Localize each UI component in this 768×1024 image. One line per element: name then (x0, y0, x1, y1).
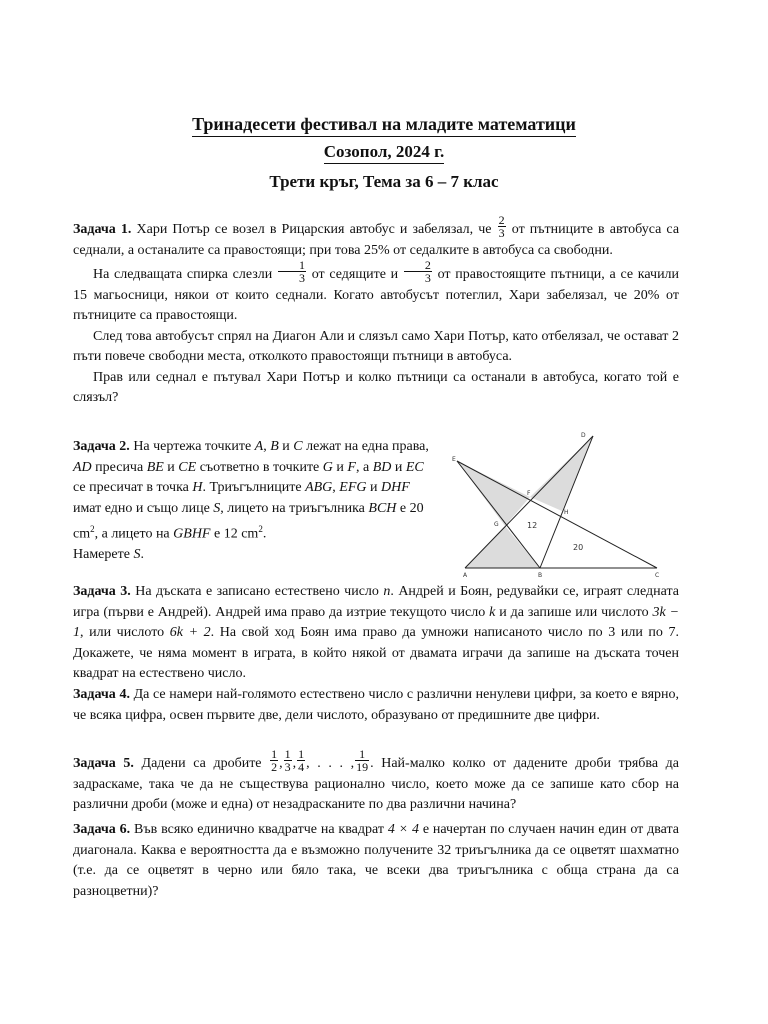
area-label-20: 20 (573, 543, 584, 552)
point-a-label: A (463, 572, 468, 578)
problem-6-text: Във всяко единично квадратче на квадрат (134, 822, 384, 837)
problem-2-text: съответно в точките (199, 459, 320, 475)
fraction-one-third (278, 259, 306, 284)
problem-1-para-2 (73, 258, 680, 327)
ellipsis: , . . . , (306, 756, 355, 771)
problem-3-text: На дъската е записано естествено число (135, 584, 379, 599)
math-var: EFG (339, 480, 367, 495)
problem-2-label: Задача 2. (73, 439, 130, 454)
fraction-numerator: 1 (355, 748, 369, 761)
problem-2-text: имат едно и също лице (73, 500, 210, 516)
problem-3-text: . Андрей и Боян, редувайки се, играят следната игра (първи е Андрей). Андрей има право да изтрие текущото число (73, 584, 680, 620)
triangle-dhf (530, 436, 593, 511)
fraction-denominator: 3 (498, 226, 505, 241)
math-var: GBHF (173, 526, 211, 542)
problem-2-text: е 12 cm (213, 526, 259, 542)
fraction-denominator: 3 (424, 271, 431, 286)
math-var: DHF (381, 480, 410, 495)
problem-1-para-4 (73, 368, 679, 409)
math-expr: 4 × 4 (387, 822, 419, 837)
math-var: BE (146, 459, 164, 475)
point-d-label: D (581, 432, 586, 439)
math-var: CE (178, 459, 197, 475)
problem-2-text: , лицето на триъгълника (220, 500, 365, 516)
problem-6 (73, 820, 679, 902)
fraction-1-2 (270, 748, 278, 773)
problem-5-text: Дадени са дробите (141, 756, 262, 771)
problem-1-para-3 (73, 327, 679, 368)
triangle-abg (465, 526, 540, 568)
page-subtitle (0, 142, 768, 164)
math-var: C (293, 439, 303, 454)
math-var: S (133, 547, 141, 563)
fraction-denominator: 3 (298, 271, 305, 286)
problem-1-text-b3: от правостоящите пътници, а се качили 15 магьосници, някои от които седнали. Когато автобусът потеглил, Хари забелязал, че 20% от пътниците са правостоящи. (73, 267, 680, 323)
point-h-label: H (564, 509, 569, 516)
math-var: BD (372, 459, 392, 475)
problem-4 (73, 685, 679, 726)
problem-3 (73, 582, 679, 685)
math-var: EC (405, 459, 424, 475)
problem-1 (73, 213, 680, 409)
title-text: Тринадесети фестивал на младите математици (192, 114, 576, 137)
problem-2-text: , а лицето на (94, 526, 170, 542)
math-expr: 6k + 2 (169, 625, 211, 640)
problem-1-text-c: След това автобусът спрял на Диагон Али и слязъл само Хари Потър, като отбелязал, че остават 2 пъти повече свободни места, отколкото правостоящи пътници в автобуса. (73, 328, 679, 364)
math-var: ABG (305, 480, 333, 495)
problem-5: Задача 5. Дадени са дробите $\frac{1}{2}$ , $\frac{1}{3}$ , $\frac{1}{4}$ , . . . , $\frac{1}{19}$ . Най-малко колко от дадените дроби трябва да задраскаме, така че да не съществува рационално число, което може да се запише като сбор на различни дроби (може и една) от незадрасканите по два различни начина? (73, 747, 680, 812)
superscript: 2 (258, 524, 263, 534)
problem-2-text: се пресичат в точка (73, 480, 189, 495)
fraction-numerator: 2 (404, 259, 432, 272)
conj: и (167, 459, 175, 475)
conj: и (282, 439, 290, 454)
problem-2-text: На чертежа точките (133, 439, 252, 454)
problem-1-label: Задача 1. (73, 222, 132, 237)
fraction-1-19 (355, 748, 369, 773)
fraction-numerator: 2 (498, 213, 505, 228)
math-expr: 3k − 1 (73, 604, 680, 640)
geometry-figure (443, 428, 671, 578)
fraction-denominator: 3 (284, 760, 291, 775)
problem-2-text: е 20 cm (73, 500, 424, 542)
fraction-numerator: 1 (284, 747, 291, 762)
problem-1-text-a1: Хари Потър се возел в Рицарския автобус и забелязал, че (136, 222, 492, 237)
math-var: AD (73, 459, 92, 475)
fraction-denominator: 4 (298, 760, 305, 775)
problem-3-text: , или числото (80, 625, 165, 640)
conj: и (336, 459, 344, 475)
round-text: Трети кръг, Тема за 6 – 7 клас (269, 172, 499, 191)
fraction-denominator: 2 (271, 760, 278, 775)
problem-4-text: Да се намери най-голямото естествено число с различни ненулеви цифри, за което е вярно, че всяка цифра, освен първите две, дели числото, образувано от предишните две цифри. (73, 687, 679, 723)
problem-2-text: Намерете (73, 547, 130, 563)
problem-1-text-d: Прав или седнал е пътувал Хари Потър и колко пътници са останали в автобуса, когато той е слязъл? (73, 369, 679, 405)
fraction-numerator: 1 (298, 747, 305, 762)
area-label-12: 12 (527, 521, 538, 530)
point-f-label: F (527, 490, 531, 497)
conj: и (370, 480, 378, 495)
problem-6-text: е начертан по случаен начин един от двата диагонала. Каква е вероятността да е възможно получените 32 триъгълника да се оцветят шахматно (т.е. да се оцветят в черно или бяло така, че всеки два триъгълника с обща страна да са разноцветни)? (73, 822, 680, 899)
math-var: G (322, 459, 333, 475)
problem-6-label: Задача 6. (73, 822, 131, 837)
problem-1-para-1 (73, 213, 680, 261)
problem-2-text: . Триъгълниците (202, 480, 302, 495)
math-var: k (489, 604, 496, 620)
problem-1-text-b2: от седящите и (311, 267, 399, 282)
subtitle-text: Созопол, 2024 г. (324, 142, 444, 164)
math-var: S (213, 500, 221, 516)
problem-3-label: Задача 3. (73, 584, 131, 599)
problem-3-text: . На свой ход Боян има право да умножи написаното число по 3 или по 7. Докажете, че няма момент в играта, в който някой от двамата играчи да запише на дъската точен квадрат на естествено число. (73, 625, 680, 681)
fraction-1-3 (284, 748, 292, 773)
point-g-label: G (494, 521, 499, 528)
fraction-numerator: 1 (271, 747, 278, 762)
problem-2-text: пресича (95, 459, 144, 475)
fraction-1-4 (297, 748, 305, 773)
problem-5-text: . Най-малко колко от дадените дроби трябва да задраскаме, така че да не съществува рационално число, което може да се запише като сбор на различни дроби (може и една) от незадрасканите по два различни начина? (73, 756, 680, 812)
problem-1-text-a2: от пътниците в автобуса са седнали, а останалите са правостоящи; при това 25% от седалките в автобуса са свободни. (73, 222, 680, 258)
problem-4-label: Задача 4. (73, 687, 130, 702)
math-var: A (254, 439, 264, 454)
triangle-efg (457, 461, 530, 526)
superscript: 2 (90, 524, 95, 534)
math-var: B (270, 439, 279, 454)
fraction-two-thirds-2 (404, 259, 432, 284)
point-e-label: E (452, 456, 456, 463)
problem-2: Задача 2. На чертежа точките A, B и C лежат на една права, AD пресича BE и CE съответно в точките G и F, а BD и EC се пресичат в точка H. Триъгълниците ABG, EFG и DHF имат едно и също лице S, лицето на триъгълника BCH е 20 $cm^2$, а лицето на GBHF е 12 $cm^2$. Намерете S. (73, 439, 429, 563)
problem-2-text: , а (355, 459, 370, 475)
conj: и (394, 459, 403, 475)
point-c-label: C (655, 572, 660, 578)
fraction-two-thirds (498, 214, 506, 239)
fraction-denominator: 19 (356, 760, 369, 775)
problem-3-text: и да запише или числото (499, 604, 649, 620)
fraction-numerator: 1 (278, 259, 306, 272)
problem-5-label: Задача 5. (73, 756, 134, 771)
point-b-label: B (538, 572, 543, 578)
math-var: H (192, 480, 203, 495)
problem-1-text-b1: На следващата спирка слезли (93, 267, 273, 282)
math-var: BCH (368, 500, 397, 516)
math-var: F (347, 459, 356, 475)
page-title (0, 114, 768, 137)
problem-2-text: лежат на една права, (306, 439, 429, 454)
math-var: n (383, 584, 391, 599)
round-heading (0, 172, 768, 192)
